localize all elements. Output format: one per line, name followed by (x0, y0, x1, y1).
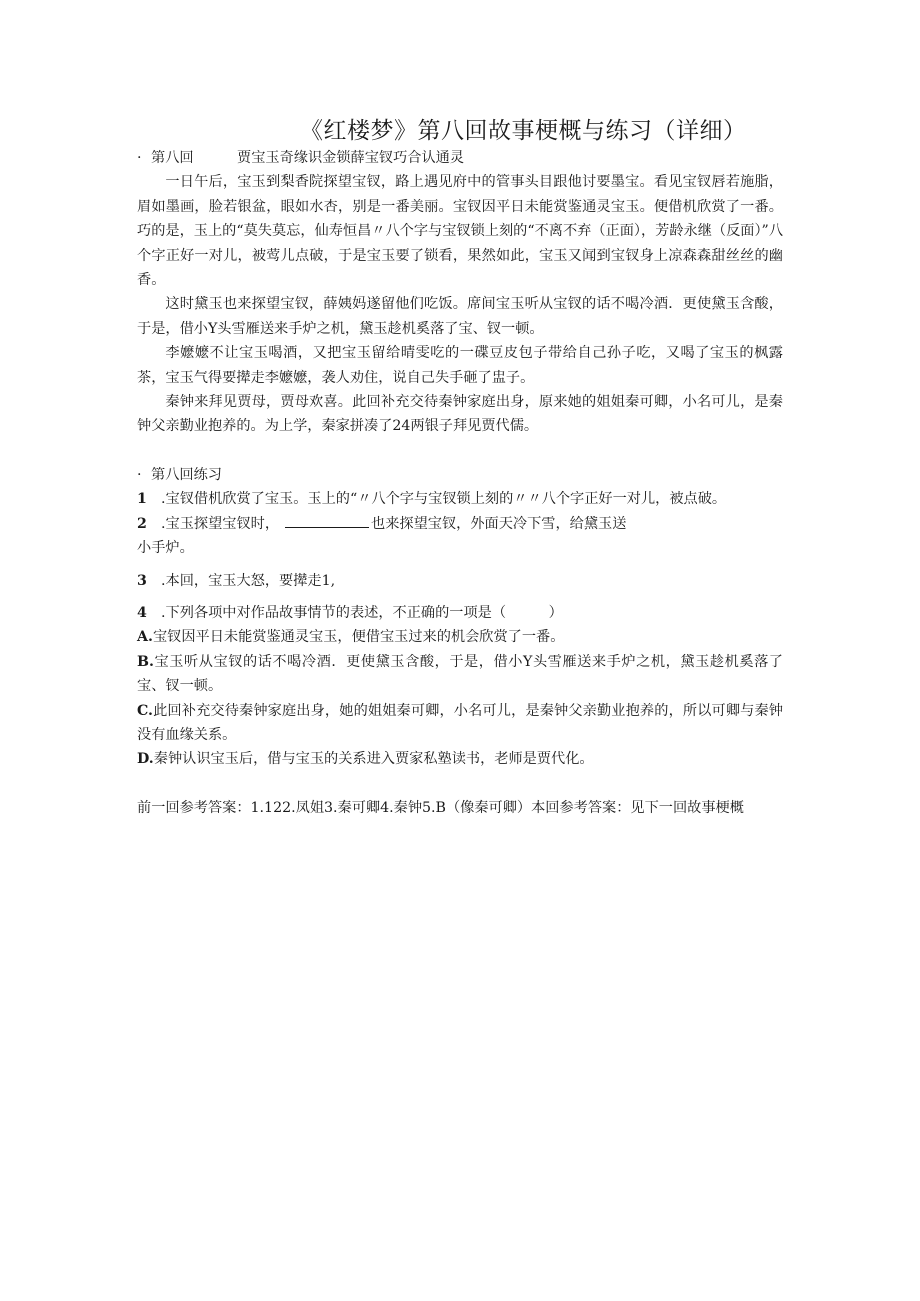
question-text: .下列各项中对作品故事情节的表述，不正确的一项是（ ） (161, 604, 563, 621)
option-a (137, 625, 783, 649)
question-text: .本回，宝玉大怒，要撵走1, (161, 572, 336, 589)
summary-heading (137, 146, 783, 170)
option-d (137, 747, 783, 771)
summary-paragraph: 一日午后，宝玉到梨香院探望宝钗，路上遇见府中的管事头目跟他讨要墨宝。看见宝钗唇若施脂，眉如墨画，脸若银盆，眼如水杏，别是一番美丽。宝钗因平日未能赏鉴通灵宝玉。便借机欣赏了一番。巧的是，玉上的“莫失莫忘，仙寿恒昌〃八个字与宝钗锁上刻的“不离不弃（正面），芳龄永继（反面）”八个字正好一对儿，被莺儿点破，于是宝玉要了锁看，果然如此，宝玉又闻到宝钗身上凉森森甜丝丝的幽香。 (137, 174, 784, 289)
question-3 (137, 569, 783, 593)
section-spacer (137, 439, 783, 463)
question-2-continued: 小手炉。 (137, 540, 194, 557)
option-letter: D. (137, 751, 154, 768)
question-4 (137, 601, 783, 625)
bullet-icon: · (137, 466, 142, 483)
option-text: 宝钗因平日未能赏鉴通灵宝玉，便借宝玉过来的机会欣赏了一番。 (152, 629, 565, 646)
option-text: 宝玉听从宝钗的话不喝冷酒．更使黛玉含酸，于是，借小Y头雪雁送来手炉之机，黛玉趁机奚落了宝、钗一顿。 (137, 653, 783, 695)
question-text: 也来探望宝钗，外面天冷下雪，给黛玉送 (371, 515, 627, 532)
exercise-heading (137, 463, 783, 487)
question-text: .宝玉探望宝钗时， (161, 515, 280, 532)
question-number: 3 (137, 572, 147, 589)
option-text: 秦钟认识宝玉后，借与宝玉的关系进入贾家私塾读书，老师是贾代化。 (153, 751, 594, 768)
question-spacer (137, 593, 783, 601)
bullet-icon: · (137, 150, 142, 166)
option-b (137, 650, 783, 699)
document-title: 《红楼梦》第八回故事梗概与练习（详细） (300, 118, 747, 144)
section-spacer (137, 772, 783, 796)
option-text: 此回补充交待秦钟家庭出身，她的姐姐秦可卿，小名可儿，是秦钟父亲勤业抱养的，所以可卿与秦钟没有血缘关系。 (137, 702, 783, 743)
exercise-heading-text: 第八回练习 (151, 466, 222, 483)
chapter-title: 贾宝玉奇缘识金锁薛宝钗巧合认通灵 (237, 150, 465, 166)
question-text: .宝钗借机欣赏了宝玉。玉上的“〃八个字与宝钗锁上刻的〃〃八个字正好一对儿，被点破。 (161, 491, 727, 508)
question-number: 1 (137, 491, 147, 508)
summary-paragraph: 这时黛玉也来探望宝钗，薛姨妈遂留他们吃饭。席间宝玉听从宝钗的话不喝冷酒．更使黛玉含酸，于是，借小Y头雪雁送来手炉之机，黛玉趁机奚落了宝、钗一顿。 (137, 296, 783, 337)
question-number: 2 (137, 515, 147, 532)
question-1 (137, 487, 783, 511)
question-number: 4 (137, 604, 147, 621)
document-body (137, 146, 783, 820)
question-2 (137, 512, 783, 536)
summary-paragraph: 秦钟来拜见贾母，贾母欢喜。此回补充交待秦钟家庭出身，原来她的姐姐秦可卿，小名可儿，是秦钟父亲勤业抱养的。为上学，秦家拼凑了24两银子拜见贾代儒。 (137, 394, 783, 435)
option-letter: C. (137, 702, 153, 719)
answer-blank (285, 513, 369, 528)
option-c (137, 699, 783, 748)
question-spacer (137, 561, 783, 569)
summary-paragraph: 李嬷嬷不让宝玉喝酒，又把宝玉留给晴雯吃的一碟豆皮包子带给自己孙子吃，又喝了宝玉的枫露茶，宝玉气得要撵走李嬷嬷，袭人劝住，说自己失手砸了盅子。 (137, 345, 783, 386)
option-letter: B. (137, 653, 154, 670)
reference-answers: 前一回参考答案：1.122.凤姐3.秦可卿4.秦钟5.B（像秦可卿）本回参考答案：见下一回故事梗概 (137, 799, 744, 816)
option-letter: A. (137, 629, 153, 646)
chapter-label: 第八回 (151, 150, 194, 166)
